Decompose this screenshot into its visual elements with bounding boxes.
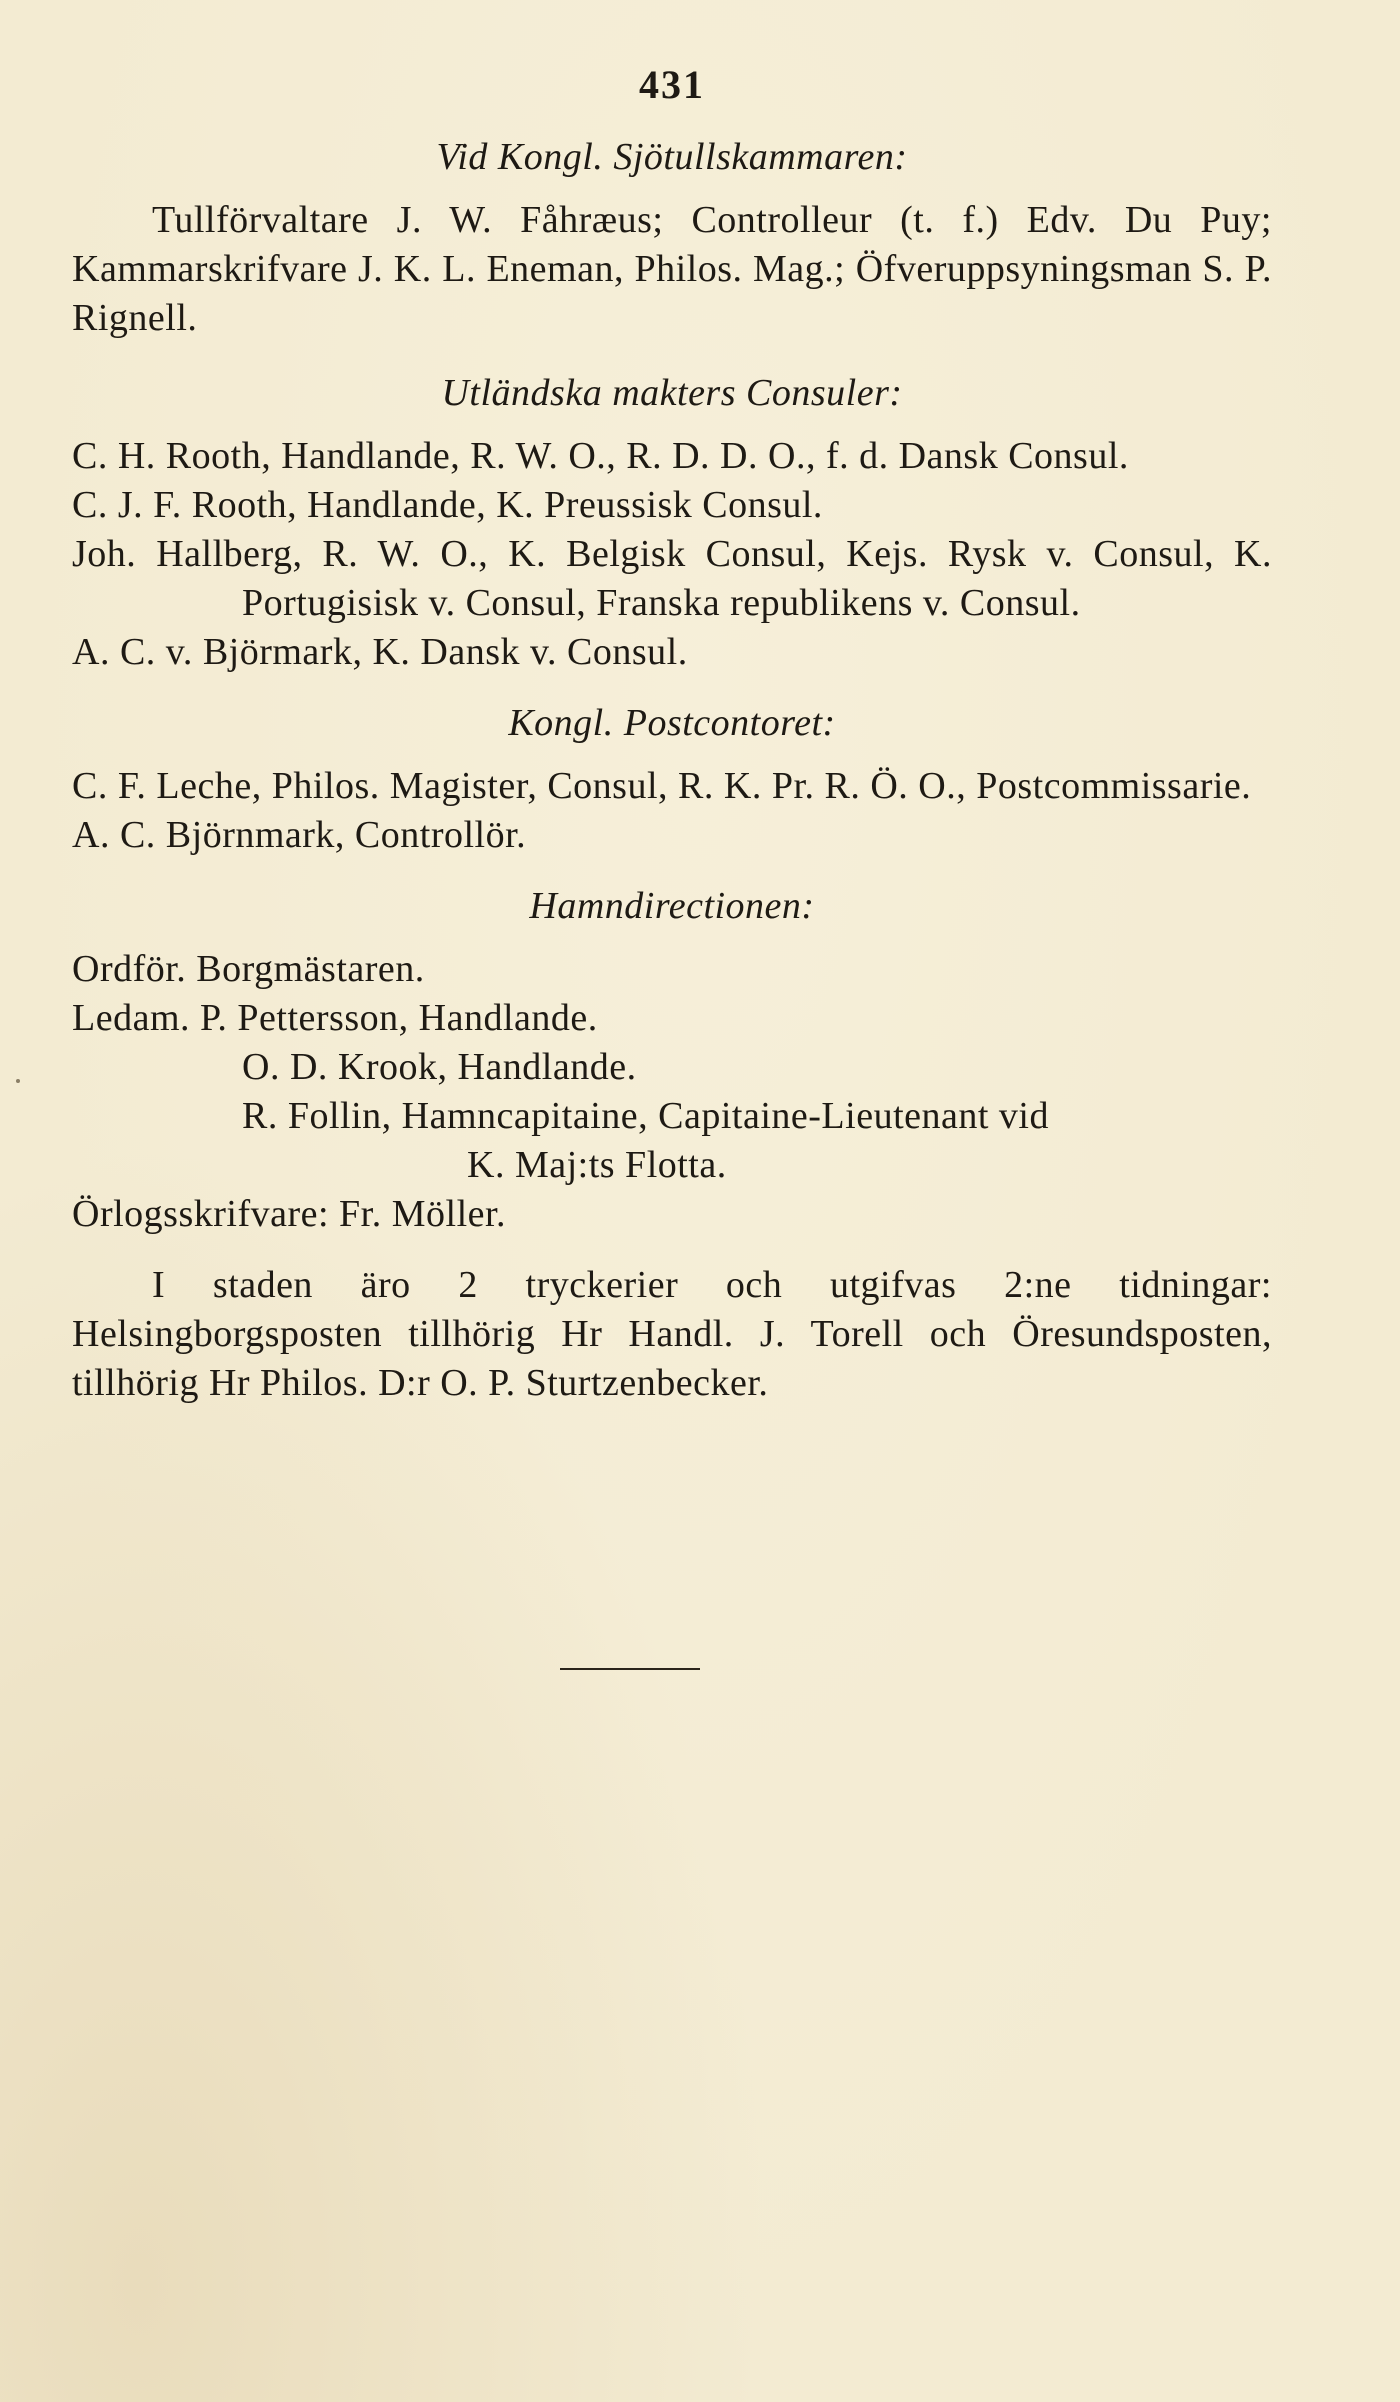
staff-row-continuation: K. Maj:ts Flotta. <box>467 1144 727 1186</box>
section-heading: Vid Kongl. Sjötullskammaren: <box>436 136 908 178</box>
speck-mark <box>16 1079 20 1083</box>
consul-entry: Joh. Hallberg, R. W. O., K. Belgisk Consul, Kejs. Rysk v. Consul, K. Portugisisk v. Consul, Franska republikens v. Consul. <box>72 533 1272 624</box>
section-sjotullskammaren <box>72 133 1272 343</box>
section-heading: Utländska makters Consuler: <box>441 372 903 414</box>
consul-entry: A. C. v. Björmark, K. Dansk v. Consul. <box>72 631 688 673</box>
document-page <box>72 60 1272 1408</box>
section-postcontoret <box>72 699 1272 860</box>
staff-row: Ordför. Borgmästaren. <box>72 948 425 990</box>
closing-paragraph: I staden äro 2 tryckerier och utgifvas 2:ne tidningar: Helsingborgsposten tillhörig Hr Handl. J. Torell och Öresundsposten, tillhörig Hr Philos. D:r O. P. Sturtzenbecker. <box>72 1264 1272 1404</box>
section-paragraph: Tullförvaltare J. W. Fåhræus; Controlleur (t. f.) Edv. Du Puy; Kammarskrifvare J. K. L. Eneman, Philos. Mag.; Öfveruppsyningsman S. P. Rignell. <box>72 199 1272 339</box>
staff-row: O. D. Krook, Handlande. <box>242 1046 637 1088</box>
consul-entry: C. H. Rooth, Handlande, R. W. O., R. D. D. O., f. d. Dansk Consul. <box>72 435 1129 477</box>
section-hamndirectionen <box>72 882 1272 1239</box>
separator-rule <box>560 1668 700 1670</box>
section-consuler <box>72 369 1272 677</box>
post-entry: A. C. Björnmark, Controllör. <box>72 814 527 856</box>
section-heading: Hamndirectionen: <box>529 885 815 927</box>
staff-row: R. Follin, Hamncapitaine, Capitaine-Lieutenant vid <box>242 1095 1049 1137</box>
page-number: 431 <box>639 62 705 107</box>
staff-row: Örlogsskrifvare: Fr. Möller. <box>72 1193 507 1235</box>
consul-entry: C. J. F. Rooth, Handlande, K. Preussisk Consul. <box>72 484 823 526</box>
staff-row: Ledam. P. Pettersson, Handlande. <box>72 997 598 1039</box>
post-entry: C. F. Leche, Philos. Magister, Consul, R. K. Pr. R. Ö. O., Postcommissarie. <box>72 765 1252 807</box>
section-heading: Kongl. Postcontoret: <box>508 702 836 744</box>
